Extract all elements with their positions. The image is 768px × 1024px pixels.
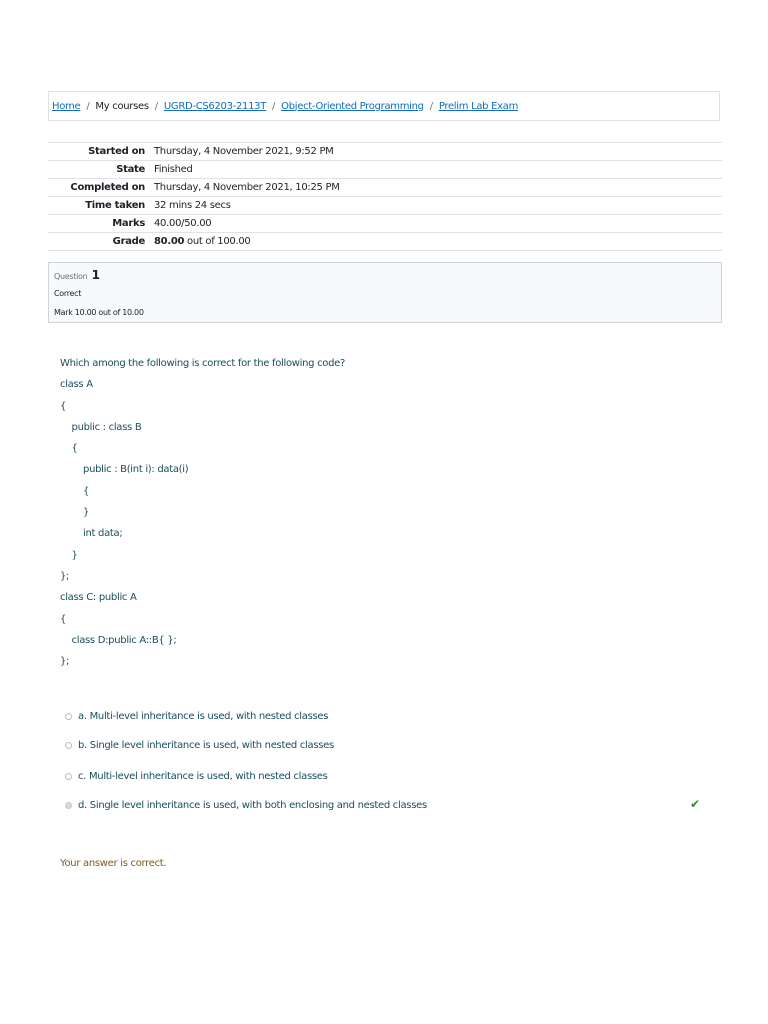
breadcrumb-separator: / [272,100,276,112]
question-line: { [60,443,78,455]
answer-option[interactable] [65,708,705,724]
answer-radio[interactable] [65,773,72,780]
question-number-value: 1 [91,268,100,282]
question-line: int data; [60,528,123,540]
answer-radio[interactable] [65,713,72,720]
summary-label: Time taken [85,200,145,211]
grade-value: 80.00 [154,236,185,247]
question-grade: Mark 10.00 out of 10.00 [54,308,144,317]
question-number [54,268,100,282]
answer-label: c. Multi-level inheritance is used, with nested classes [78,770,328,782]
summary-row [48,143,722,161]
breadcrumb-section-link[interactable]: Object-Oriented Programming [281,100,424,112]
answer-label: b. Single level inheritance is used, with nested classes [78,739,334,751]
breadcrumb-quiz-link[interactable]: Prelim Lab Exam [438,100,519,112]
summary-value: 40.00/50.00 [154,218,212,229]
question-line: }; [60,570,70,582]
question-line: class A [60,379,93,391]
summary-label: Started on [88,146,145,157]
summary-label: Completed on [70,182,145,193]
summary-value [150,233,722,251]
answer-option[interactable] [65,768,705,784]
summary-label: State [116,164,145,175]
breadcrumb-my-courses: My courses [95,100,149,112]
question-line: public : B(int i): data(i) [60,464,189,476]
breadcrumb-course-link[interactable]: UGRD-CS6203-2113T [163,100,267,112]
question-line: { [60,613,67,625]
summary-value: Thursday, 4 November 2021, 10:25 PM [154,182,340,193]
summary-value: 32 mins 24 secs [154,200,231,211]
summary-label: Grade [112,236,145,247]
question-line: class D:public A::B{ }; [60,634,177,646]
correct-check-icon: ✔ [690,797,700,811]
answer-radio[interactable] [65,802,72,809]
summary-row [48,179,722,197]
question-line: Which among the following is correct for the following code? [60,358,346,369]
breadcrumb [48,91,720,121]
question-line: { [60,400,67,412]
answer-label: a. Multi-level inheritance is used, with nested classes [78,710,329,722]
summary-row [48,215,722,233]
question-text [60,357,720,676]
breadcrumb-home-link[interactable]: Home [52,100,81,112]
question-line: class C: public A [60,592,137,604]
answer-option[interactable] [65,797,705,813]
breadcrumb-separator: / [86,100,90,112]
question-line: }; [60,656,70,668]
question-info-box [48,262,722,323]
grade-out-of: out of 100.00 [184,236,251,247]
answer-radio[interactable] [65,742,72,749]
question-line: } [60,507,90,519]
summary-value: Thursday, 4 November 2021, 9:52 PM [154,146,334,157]
question-label: Question [54,272,88,281]
attempt-summary-table [48,142,722,251]
answer-option[interactable] [65,737,705,753]
answer-label: d. Single level inheritance is used, with both enclosing and nested classes [78,799,427,811]
summary-label: Marks [112,218,145,229]
summary-row [48,161,722,179]
summary-value: Finished [154,164,193,175]
question-line: } [60,549,78,561]
question-line: public : class B [60,421,142,433]
question-state: Correct [54,289,82,298]
feedback-text: Your answer is correct. [60,858,167,869]
summary-row [48,197,722,215]
summary-row [48,233,722,251]
breadcrumb-separator: / [154,100,158,112]
question-line: { [60,485,90,497]
breadcrumb-separator: / [429,100,433,112]
